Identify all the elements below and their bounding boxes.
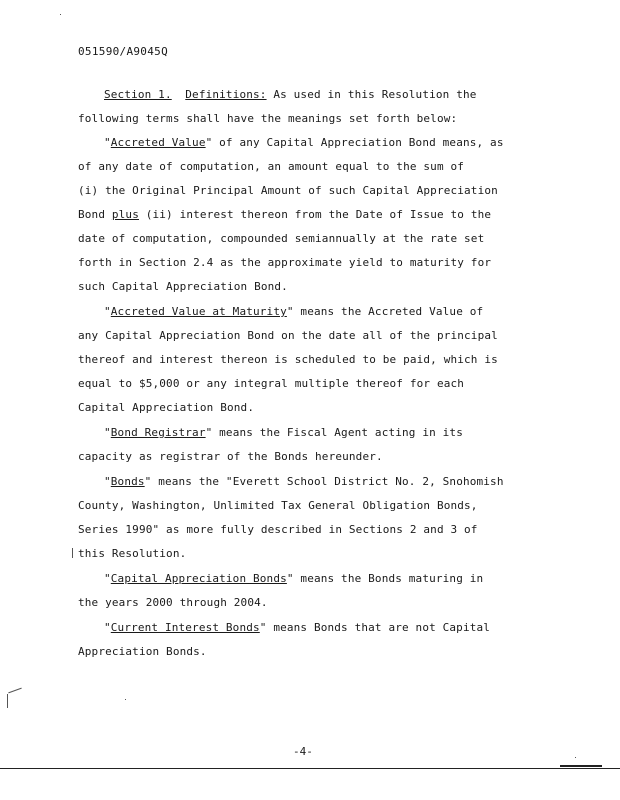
footer-rule-mark (560, 765, 602, 767)
term-bonds: Bonds (110, 475, 145, 488)
term-bond-registrar: Bond Registrar (110, 426, 206, 439)
def-current-interest-line1 (104, 621, 490, 635)
term-capital-appreciation-bonds: Capital Appreciation Bonds (110, 572, 287, 585)
scan-speck (125, 699, 126, 700)
def-text: Bond (78, 208, 112, 221)
section-heading-line (104, 88, 477, 102)
term-accreted-value-at-maturity: Accreted Value at Maturity (110, 305, 287, 318)
def-text: " means the "Everett School District No. 2, Snohomish (144, 475, 504, 488)
quote-mark: " (104, 426, 111, 439)
def-accreted-value-line2: of any date of computation, an amount equal to the sum of (78, 160, 465, 173)
quote-mark: " (104, 572, 111, 585)
def-accreted-value-line5: date of computation, compounded semiannually at the rate set (78, 232, 485, 245)
def-accreted-maturity-line5: Capital Appreciation Bond. (78, 401, 255, 414)
quote-mark: " (104, 475, 111, 488)
def-bond-registrar-line1 (104, 426, 463, 440)
def-text: " of any Capital Appreciation Bond means, as (205, 136, 504, 149)
def-bonds-line4: this Resolution. (78, 547, 187, 560)
quote-mark: " (104, 305, 111, 318)
scan-speck (60, 14, 61, 15)
def-accreted-value-line7: such Capital Appreciation Bond. (78, 280, 288, 293)
scan-speck (575, 757, 576, 758)
def-accreted-value-line4 (78, 208, 491, 222)
def-bonds-line1 (104, 475, 504, 489)
def-text: " means the Bonds maturing in (286, 572, 484, 585)
scan-speck (8, 688, 21, 694)
section-heading-rest: As used in this Resolution the (266, 88, 477, 101)
def-text: " means the Fiscal Agent acting in its (205, 426, 463, 439)
def-bonds-line3: Series 1990" as more fully described in Sections 2 and 3 of (78, 523, 478, 536)
term-current-interest-bonds: Current Interest Bonds (110, 621, 260, 634)
def-bond-registrar-line2: capacity as registrar of the Bonds hereunder. (78, 450, 383, 463)
section-label: Section 1. (104, 88, 172, 101)
term-accreted-value: Accreted Value (110, 136, 206, 149)
term-plus: plus (111, 208, 139, 221)
def-text: " means Bonds that are not Capital (259, 621, 491, 634)
scan-speck (72, 548, 73, 558)
def-accreted-value-line6: forth in Section 2.4 as the approximate yield to maturity for (78, 256, 492, 269)
page-number: -4- (293, 745, 313, 758)
def-bonds-line2: County, Washington, Unlimited Tax General Obligation Bonds, (78, 499, 478, 512)
def-accreted-maturity-line3: thereof and interest thereon is scheduled to be paid, which is (78, 353, 498, 366)
section-intro-line: following terms shall have the meanings set forth below: (78, 112, 458, 125)
footer-rule (0, 768, 620, 769)
def-accreted-value-line3: (i) the Original Principal Amount of such Capital Appreciation (78, 184, 498, 197)
document-id: 051590/A9045Q (78, 45, 168, 58)
def-accreted-maturity-line2: any Capital Appreciation Bond on the date all of the principal (78, 329, 498, 342)
scan-speck (7, 694, 8, 708)
definitions-label: Definitions: (185, 88, 267, 101)
def-accreted-maturity-line1 (104, 305, 483, 319)
quote-mark: " (104, 621, 111, 634)
def-text: (ii) interest thereon from the Date of Issue to the (138, 208, 492, 221)
def-text: " means the Accreted Value of (286, 305, 484, 318)
def-current-interest-line2: Appreciation Bonds. (78, 645, 207, 658)
def-capital-appreciation-line1 (104, 572, 483, 586)
quote-mark: " (104, 136, 111, 149)
def-capital-appreciation-line2: the years 2000 through 2004. (78, 596, 268, 609)
def-accreted-value-line1 (104, 136, 504, 150)
def-accreted-maturity-line4: equal to $5,000 or any integral multiple thereof for each (78, 377, 465, 390)
